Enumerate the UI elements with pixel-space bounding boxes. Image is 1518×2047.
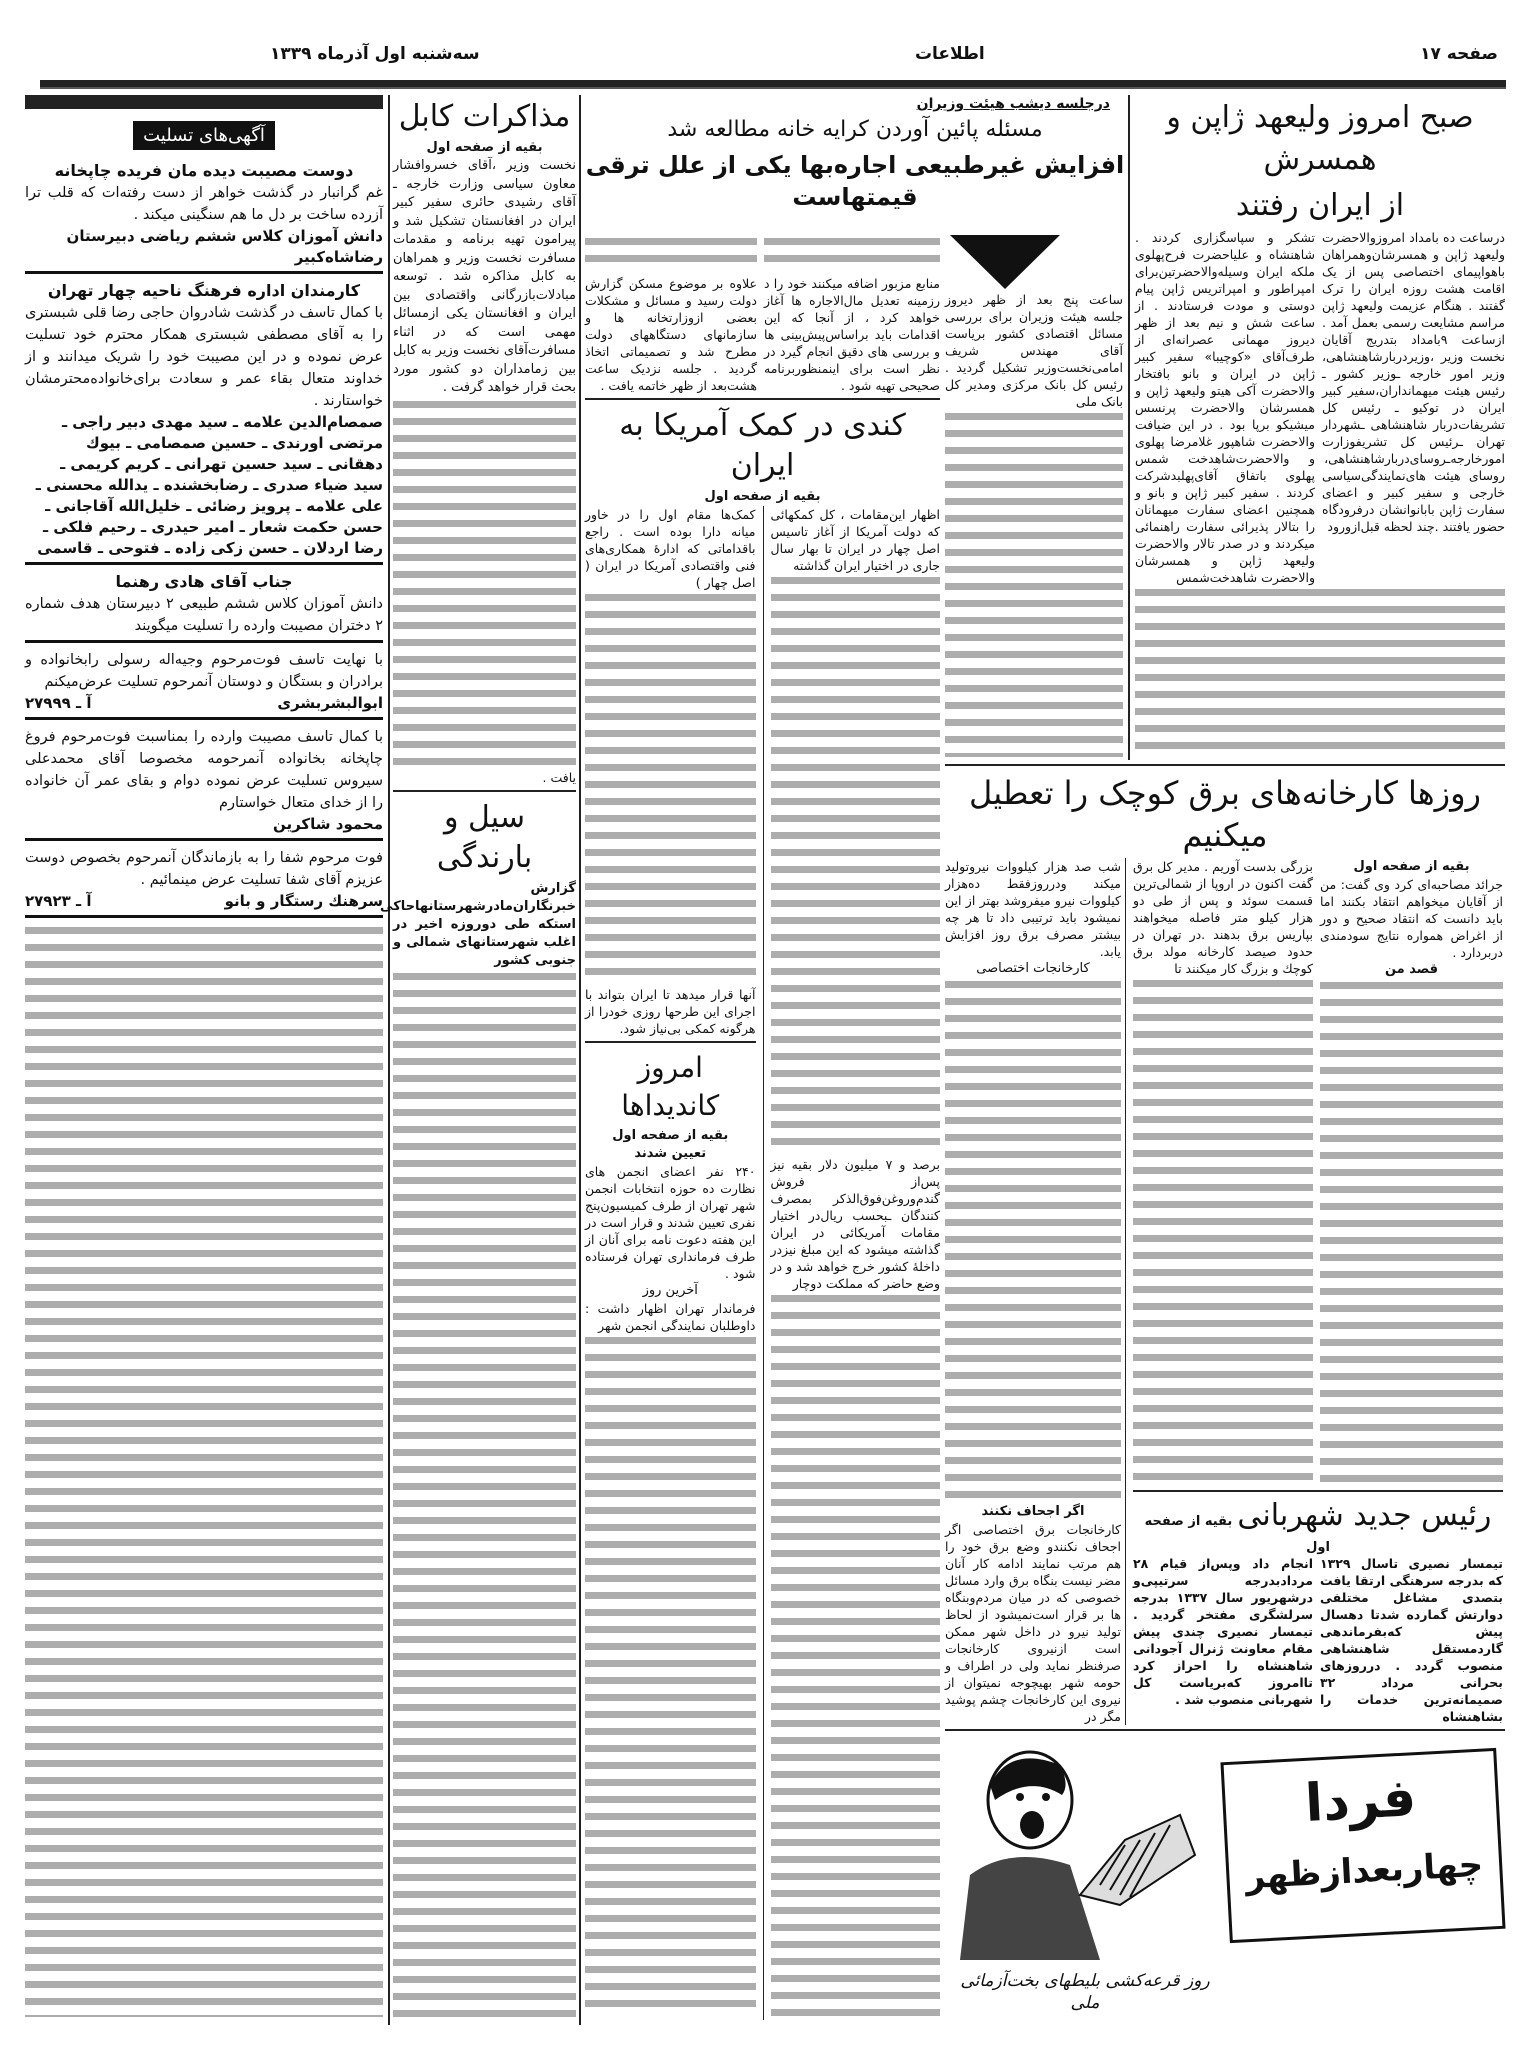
kennedy-right-column (771, 506, 941, 2020)
power-text: کارخانجات برق اختصاصی اگر اجحاف نکنند‌و وضع برق خود را هم مرتب نمایند ادامه کار آنان مضر نیست بنگاه برق وارد مسائل خصوصی که در میان مردم‌وبنگاه ها بر قرار است‌نمیشود از لحاظ تولید نیرو در داخل شهر ممکن است ازنیروی کارخانجات صرفنظر نماید ولی در اطراف و حومه شهر بهیچوجه نمیتوان از نیروی این کارخانجات چشم پوشید مگر در (945, 1522, 1121, 1724)
condolence-notices (25, 95, 383, 2020)
notice-item (25, 571, 383, 643)
text-block (585, 1337, 756, 2017)
text-block (771, 1295, 941, 2017)
lottery-advert (945, 1735, 1505, 2020)
candidates-subhead: آخرین روز (642, 1283, 698, 1299)
candidates-headline: امروز کاندیداها (621, 1051, 720, 1123)
kennedy-body (585, 506, 940, 2020)
notice-item (25, 160, 383, 274)
candidates-text: ۲۴۰ نفر اعضای انجمن های نظارت ده حوزه انتخابات انجمن شهر تهران از طرف کمیسیون‌پنج نفری تعیین شدند و قرار است در این هفته دعوت نامه برای آنان از طرف فرمانداری تهران فرستاده شود . (585, 1164, 756, 1282)
text-block (1135, 589, 1505, 757)
ministers-text: علاوه بر موضوع مسکن گزارش دولت رسید و مسائل و مشکلات بعضی ازوزارتخانه ها و سازمانهای دستگاههای دولت مطرح شد و تصمیماتی اتخاذ گردید . جلسه نزدیک ساعت هشت‌بعد از ظهر خاتمه یافت . (585, 276, 757, 393)
candidates-subhead: تعیین شدند (634, 1146, 707, 1162)
japan-headline: از ایران رفتند (1235, 188, 1405, 223)
text-block (585, 594, 756, 983)
police-text: تیمسار نصیری تاسال ۱۳۲۹ که بدرجه سرهنگی ارتقا یافت بتصدی مشاغل مختلفی دوارتش گمارده شدتا دهسال پیش که‌بفرماندهی گاردمستقل شاهنشاهی منصوب گردد . درروزهای بحرانی مرداد ۳۲ صمیمانه‌ترین خدمات را بشاهنشاه (1320, 1556, 1503, 1724)
police-headline-row (1133, 1496, 1503, 1555)
kennedy-headline: کندی در کمک آمریکا به ایران (619, 408, 906, 483)
text-block (585, 238, 757, 272)
police-kicker: بقیه از صفحه اول (1144, 1514, 1330, 1555)
notice-code: آ ـ ۲۷۹۹۹ (25, 694, 92, 712)
column-divider (579, 95, 581, 2025)
page-number: صفحه ۱۷ (1420, 44, 1498, 64)
divider (945, 1729, 1505, 1731)
power-columns (1133, 858, 1503, 1486)
kabul-text-end: یافت . (542, 769, 576, 785)
ministers-subtitle: مسئله پائین آوردن کرایه خانه مطالعه شد (667, 117, 1043, 142)
ministers-right-column (945, 95, 1130, 760)
notice-code: آ ـ ۲۷۹۲۳ (25, 892, 92, 910)
notice-title: دوست مصیبت دیده مان فریده چاپخانه (54, 161, 354, 180)
divider (585, 1041, 756, 1043)
advert-caption: روز قرعه‌کشی بلیطهای بخت‌آزمائی ملی (960, 1971, 1210, 2013)
text-block (1133, 980, 1313, 1483)
notice-signature-row (25, 814, 383, 841)
more-notices (25, 927, 383, 2017)
police-headline: رئیس جدید شهربانی (1237, 1498, 1492, 1533)
kennedy-kicker: بقیه از صفحه اول (704, 489, 821, 504)
text-block (945, 413, 1123, 757)
kabul-text: نخست وزیر ،آقای خسروافشار معاون سیاسی وزارت خارجه ـ آقای رشیدی حائری سفیر کبیر ایران در افغانستان تشکیل شد و پیرامون تهیه برنامه و مقدمات مسافرت نخست وزیر و همراهان به کابل مذاکره شد . توسعه مبادلات‌بازرگانی واقتصادی بین ایران و افغانستان یکی ازمسائل مهمی است که در اثناء مسافرت‌آقای نخست وزیر به کابل بین زمامداران دو کشور مورد بحث قرار خواهد گرفت . (393, 158, 576, 395)
triangle-ornament (950, 235, 1060, 291)
notice-signature-row (25, 226, 383, 274)
power-right-area (1133, 858, 1503, 1725)
column-kabul-rain (380, 95, 576, 2020)
notice-text: با کمال تاسف مصیبت وارده را بمناسبت فوت‌مرحوم فروغ چاپخانه بخانواده آنمرحومه مخصوصا آقای محمدعلی سیروس تسلیت عرض نموده دوام و بقای عمر آن خانواده را از خدای متعال خواستارم (25, 729, 383, 811)
notice-text: فوت مرحوم شفا را به بازماندگان آنمرحوم بخصوص دوست عزیزم آقای شفا تسلیت عرض مینمائیم . (25, 850, 383, 888)
text-block (393, 401, 576, 766)
divider (393, 790, 576, 792)
masthead (20, 44, 1498, 64)
police-text: انجام داد وپس‌از قیام ۲۸ مردادبدرجه سرتیپی‌و درشهریور سال ۱۳۳۷ بدرجه سرلشگری مفتخر گردید . تیمسار نصیری چندی پیش مقام معاونت ژنرال آجودانی شاهنشاه را احراز کرد تاامروز که‌بریاست کل شهربانی منصوب شد . (1133, 1556, 1313, 1707)
power-body (945, 858, 1505, 1725)
article-japan (1135, 95, 1505, 760)
kennedy-text: برصد و ۷ میلیون دلار بقیه نیز پس‌از فروش گندم‌وروغن‌فوق‌الذکر بمصرف کنندگان ـبحسب ریال‌در اختیار مقامات آمریکائی در ایران گذاشته میشود که این مبلغ نیزدر داخلهٔ کشور خرج خواهد شد و در وضع حاضر که مملکت دوچار (770, 1156, 940, 1291)
divider (1133, 1490, 1503, 1492)
notice-signature-row (25, 412, 383, 565)
power-headline: روزها کارخانه‌های برق کوچک را تعطیل میکنیم (969, 774, 1481, 854)
notice-list (25, 160, 383, 924)
banner-line: چهاربعدازظهر (1244, 1844, 1485, 1898)
power-text: جرائد مصاحبه‌ای کرد وی گفت: من از آقایان میخواهم انتقاد بکنند اما باید دانست که انتقاد صحیح و دور از اغراض همواره نتایج سودمندی دربردارد . (1320, 877, 1503, 960)
kabul-headline: مذاکرات کابل (398, 99, 571, 134)
notice-title: جناب آقای هادی رهنما (115, 572, 293, 591)
power-left-column (945, 858, 1126, 1725)
notice-signer: سرهنك رستگار و بانو (224, 892, 383, 910)
notice-signer: محمود شاکرین (272, 815, 383, 833)
ministers-kicker: درجلسه دیشب هیئت وزیران (916, 96, 1110, 112)
japan-body (1135, 229, 1505, 586)
japan-text: تشکر و سپاسگزاری کردند . شاهنشاه و علیاحضرت فرح‌پهلوی ملکه ایران وسیله‌والاحضرتین‌برای امپراطور و امپراتریس ژاپن پیام دوستی و مودت فرستادند . از ساعت شش و نیم بعد از ظهر دیروز مهمانی عصرانه‌ای از طرف‌آقای «کوچیبا» سفیر کبیر ژاپن در ایران و بانو بافتخار والاحضرت آکی هیتو ولیعهد ژاپن و همسرشان والاحضرت پرنسس میشیکو برپا بود . در این ضیافت والاحضرت شاهپور غلامرضا پهلوی و والاحضرت‌شاهدخت شمس پهلوی باتفاق آقای‌پهلبدشرکت کردند . سفیر کبیر ژاپن و بانو و همچنین اعضای سفارت میهمانان را بتالار پذیرائی سفارت راهنمائی میکردند و در صدر تالار والاحضرت ولیعهد ژاپن و همسرشان والاحضرت شاهدخت‌شمس (1135, 230, 1315, 585)
text-block (1320, 982, 1503, 1483)
police-body (1133, 1555, 1503, 1725)
kennedy-text: کمک‌ها مقام اول را در خاور میانه دارا بوده است . راجع باقداماتی که ادارهٔ همکاری‌های فنی واقتصادی آمریکا در ایران ( اصل چهار ) (585, 507, 756, 590)
boy-with-banknotes-illustration (950, 1745, 1210, 1960)
kennedy-text: اظهار این‌مقامات ، کل کمکهائی که دولت آمریکا از آغاز تاسیس اصل چهار در ایران تا بهار سال جاری در اختیار ایران گذاشته (770, 507, 940, 573)
notice-text: دانش آموزان کلاس ششم طبیعی ۲ دبیرستان هدف شماره ۲ دختران مصیبت وارده را تسلیت میگویند (25, 596, 383, 634)
notice-text: با نهایت تاسف فوت‌مرحوم وجیه‌اله رسولی رابخانواده و برادران و بستگان و دوستان آنمرحوم تسلیت عرض‌میکنم (25, 652, 383, 690)
divider (945, 764, 1505, 766)
top-row (945, 95, 1505, 760)
power-text: بزرگی بدست آوریم . مدیر کل برق گفت اکنون در اروپا از شمالی‌ترین قسمت سوئد و پس از طی دو هزار کیلو متر فاصله میخواهند بپاریس برق بدهند .در تهران در حدود صیصد کارخانه مولد برق کوچك و بزرگ کار میکنند تا (1133, 859, 1313, 976)
ministers-text: ساعت پنج بعد از ظهر دیروز جلسه هیئت وزیران برای بررسی مسائل اقتصادی کشور بریاست آقای مهندس شریف امامی‌نخست‌وزیر تشکیل گردید . رئیس کل بانک مرکزی ومدیر کل بانک ملی (945, 292, 1123, 409)
column-divider (763, 506, 764, 2020)
kennedy-text: آنها قرار میدهد تا ایران بتواند با اجرای این طرحها روزی خودرا از هرگونه کمکی بی‌نیاز شود. (585, 987, 756, 1037)
notice-item (25, 280, 383, 565)
notice-item (25, 847, 383, 918)
text-block (945, 981, 1121, 1500)
notice-item (25, 649, 383, 720)
notice-title: کارمندان اداره فرهنگ ناحیه چهار تهران (47, 281, 361, 300)
notice-item (25, 726, 383, 841)
banner-line: فردا (1303, 1768, 1418, 1834)
kennedy-left-column (585, 506, 756, 2020)
candidates-text: فرماندار تهران اظهار داشت : داوطلبان نمایندگی انجمن شهر (585, 1301, 756, 1334)
column-divider (388, 95, 390, 2025)
text-block (764, 238, 940, 272)
issue-date: سه‌شنبه اول آذرماه ۱۳۳۹ (270, 44, 480, 64)
text-block (771, 577, 941, 1153)
header-rule (40, 80, 1506, 89)
notice-signature-row (25, 891, 383, 918)
advert-banner (1220, 1748, 1505, 1943)
ministers-body-left (585, 235, 940, 394)
power-subhead: قصد من (1384, 962, 1439, 977)
text-block (393, 973, 576, 2017)
ministers-headline: افزایش غیرطبیعی اجاره‌بها یکی از علل ترقی قیمتهاست (585, 151, 1125, 211)
rain-text: گزارش خبرنگاران‌مادرشهرستانهاحاکی استکه طی دوروزه اخیر در اغلب شهرستانهای شمالی و جنوبی کشور (380, 880, 576, 968)
section-bar (25, 95, 383, 109)
ministers-text: منابع مزبور اضافه میکنند خود را د رزمینه تعدیل مال‌الاجاره ها آغاز خواهد کرد ، از آنجا که این اقدامات باید براساس‌پیش‌بینی ها و بررسی های دقیق انجام گیرد در نظر است برای اینمنظوربرنامه صحیحی تهیه شود . (764, 276, 940, 393)
kabul-kicker: بقیه از صفحه اول (426, 140, 543, 155)
notice-text: غم گرانبار در گذشت خواهر از دست رفته‌ات که قلب ترا آزرده ساخت بر دل ما هم سنگینی میکند . (25, 185, 383, 223)
right-area (945, 95, 1505, 2020)
power-subhead: کارخانجات اختصاصی (976, 961, 1090, 976)
japan-text: درساعت ده بامداد امروزوالاحضرت ولیعهد ژاپن و همسرشان‌وهمراهان باهواپیمای اختصاصی پس از یک اقامت هشت روزه ایران را ترک گفتند . هنگام عزیمت ولیعهد ژاپن مراسم مشایعت رسمی بعمل آمد . ازساعت ۹بامداد بتدریج آقایان نخست وزیر ،وزیردربارشاهنشاهی، وزیر امور خارجه ـوزیر کشور ـ رئیس هیئت میهمانداران،سفیر کبیر ایران در توکیو ـ رئیس کل تشریفات‌دربار شاهنشاهی ـشهردار تهران ـرئیس کل تشریفوزارت امورخارجه‌ـروسای‌دربارشاهنشاهی، روسای هیئت های‌نمایندگی‌سیاسی خارجی و سفیر کبیر و اعضای سفارت ژاپن بابانوانشان درفرودگاه حضور یافتند .چند لحظه قبل‌ازورود (1322, 230, 1506, 534)
rain-headline: سیل و بارندگی (436, 799, 533, 875)
notice-signer: دانش آموزان کلاس ششم ریاضی دبیرستان رضاشاه‌کبیر (66, 227, 383, 266)
notice-signature-row (25, 637, 383, 643)
newspaper-name: اطلاعات (914, 44, 985, 64)
candidates-kicker: بقیه از صفحه اول (612, 1128, 729, 1144)
divider (585, 398, 940, 400)
power-text: شب صد هزار کیلووات نیروتولید میکند ودرروزفقط ده‌هزار کیلووات نیرو میفروشد بهتر از این نمیشود باید ترتیبی داد تا هر چه بیشتر مصرف برق روز افزایش یابد. (945, 859, 1121, 959)
notice-signer: ابوالبشربشری (277, 694, 383, 712)
japan-headline: صبح امروز ولیعهد ژاپن و همسرش (1166, 100, 1474, 177)
notice-signer: صمصام‌الدین علامه ـ سید مهدی دبیر راجی ـ مرتضی اورندی ـ حسین صمصامی ـ بیوك دهقانی ـ سید حسین تهرانی ـ کریم کریمی ـ سید ضیاء صدری ـ رضابخشنده ـ یدالله محسنی ـ علی علامه ـ پرویز رضائی ـ خلیل‌الله آقاجانی ـ حسن حکمت شعار ـ امیر حیدری ـ رحیم فلکی ـ رضا اردلان ـ حسن زکی زاده ـ فتوحی ـ قاسمی (35, 413, 383, 557)
notice-signature-row (25, 693, 383, 720)
notice-text: با کمال تاسف در گذشت شادروان حاجی رضا قلی شبستری را به آقای مصطفی شبستری همکار محترم خود تسلیت عرض نموده و در این مصیبت خود را شریک میدانند و از خداوند متعال بقاء عمر و سعادت برای‌خانواده‌محترمشان خواستارند . (25, 305, 383, 409)
power-kicker: بقیه از صفحه اول (1353, 859, 1470, 874)
section-title: آگهی‌های تسلیت (133, 121, 275, 150)
power-subhead: اگر اجحاف نکنند (981, 1504, 1085, 1519)
header-spacer (945, 95, 1123, 235)
